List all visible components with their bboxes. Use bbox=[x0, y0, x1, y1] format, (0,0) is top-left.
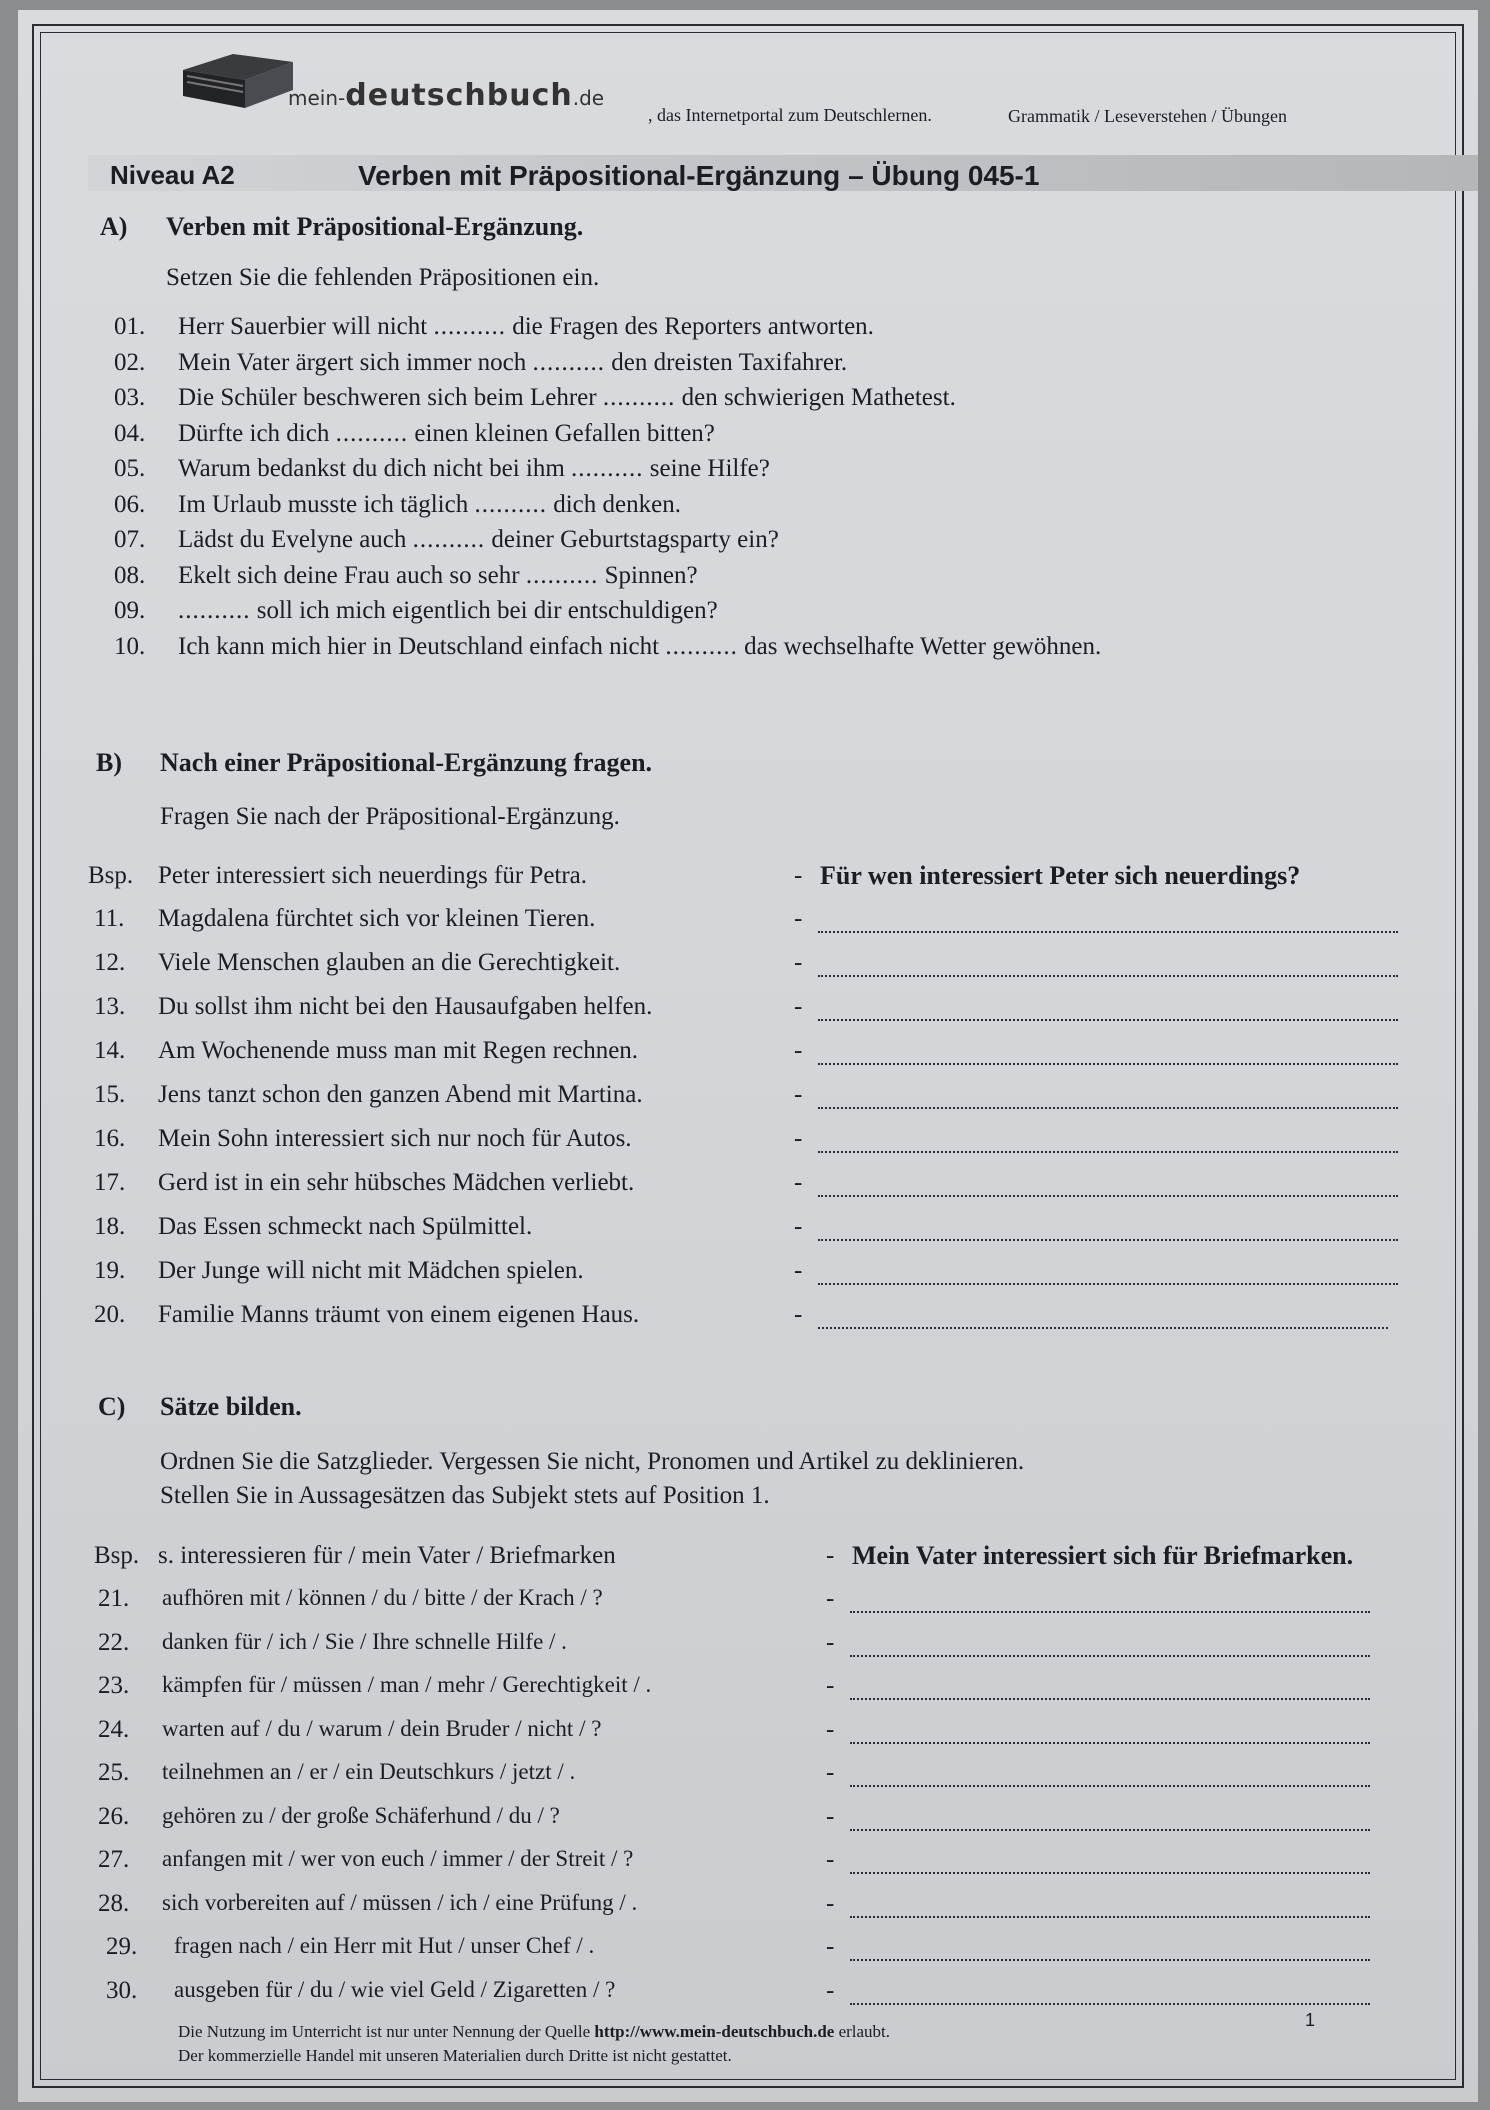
nav-uebungen: Übungen bbox=[1220, 106, 1287, 126]
item-number: 05. bbox=[114, 455, 146, 482]
answer-line[interactable] bbox=[818, 975, 1398, 977]
exercise-row bbox=[114, 491, 681, 519]
brand-name: deutschbuch bbox=[345, 78, 573, 113]
sentence-start: Im Urlaub musste ich täglich bbox=[178, 491, 469, 518]
answer-dash: - bbox=[794, 949, 803, 976]
item-sentence: Mein Sohn interessiert sich nur noch für Autos. bbox=[158, 1125, 632, 1152]
answer-line[interactable] bbox=[818, 1107, 1398, 1109]
item-number: 03. bbox=[114, 384, 146, 411]
item-sentence: Am Wochenende muss man mit Regen rechnen. bbox=[158, 1037, 639, 1064]
book-logo-icon bbox=[173, 50, 303, 114]
blank-field[interactable]: .......... bbox=[474, 491, 547, 518]
section-a-instruction: Setzen Sie die fehlenden Präpositionen ein. bbox=[166, 264, 600, 291]
item-number: 13. bbox=[94, 993, 126, 1020]
sentence-start: Mein Vater ärgert sich immer noch bbox=[178, 349, 527, 376]
sentence-start: Ekelt sich deine Frau auch so sehr bbox=[178, 562, 520, 589]
answer-line[interactable] bbox=[850, 1872, 1370, 1874]
answer-line[interactable] bbox=[818, 1327, 1388, 1329]
sentence-start: Die Schüler beschweren sich beim Lehrer bbox=[178, 384, 597, 411]
answer-line[interactable] bbox=[850, 1785, 1370, 1787]
sentence-end: dich denken. bbox=[553, 491, 681, 518]
section-c-instruction-1: Ordnen Sie die Satzglieder. Vergessen Sie nicht, Pronomen und Artikel zu deklinieren. bbox=[160, 1448, 1025, 1475]
blank-field[interactable]: .......... bbox=[412, 526, 486, 553]
item-parts: ausgeben für / du / wie viel Geld / Zigaretten / ? bbox=[174, 1977, 616, 2002]
answer-line[interactable] bbox=[850, 1742, 1370, 1744]
section-b-example-sentence: Peter interessiert sich neuerdings für Petra. bbox=[158, 862, 588, 889]
blank-field[interactable]: .......... bbox=[602, 384, 676, 411]
blank-field[interactable]: .......... bbox=[178, 597, 251, 624]
item-parts: danken für / ich / Sie / Ihre schnelle Hilfe / . bbox=[162, 1629, 567, 1654]
answer-dash: - bbox=[794, 1037, 803, 1064]
brand-suffix: .de bbox=[572, 86, 605, 110]
item-number: 28. bbox=[98, 1890, 130, 1917]
exercise-row bbox=[114, 597, 718, 625]
exercise-row bbox=[114, 633, 1101, 661]
section-b-heading: Nach einer Präpositional-Ergänzung fragen. bbox=[160, 748, 653, 777]
sentence-start: Ich kann mich hier in Deutschland einfach nicht bbox=[178, 633, 660, 660]
section-a-letter: A) bbox=[100, 212, 128, 241]
sentence-end: seine Hilfe? bbox=[649, 455, 770, 482]
answer-dash: - bbox=[794, 1257, 803, 1284]
footer-line-1 bbox=[178, 2022, 890, 2042]
item-sentence: Magdalena fürchtet sich vor kleinen Tieren. bbox=[158, 905, 596, 932]
exercise-row bbox=[114, 313, 874, 341]
footer-url: http://www.mein-deutschbuch.de bbox=[594, 2022, 835, 2041]
exercise-row bbox=[114, 349, 847, 377]
sentence-end: einen kleinen Gefallen bitten? bbox=[414, 420, 715, 447]
item-sentence: Viele Menschen glauben an die Gerechtigkeit. bbox=[158, 949, 621, 976]
sentence-end: den schwierigen Mathetest. bbox=[681, 384, 956, 411]
answer-dash: - bbox=[826, 1672, 835, 1699]
exercise-title: Verben mit Präpositional-Ergänzung – Übung 045-1 bbox=[358, 160, 1040, 191]
site-nav bbox=[1008, 106, 1287, 127]
answer-line[interactable] bbox=[818, 1019, 1398, 1021]
answer-line[interactable] bbox=[818, 1239, 1398, 1241]
item-number: 07. bbox=[114, 526, 146, 553]
item-number: 23. bbox=[98, 1672, 130, 1699]
item-number: 16. bbox=[94, 1125, 126, 1152]
answer-line[interactable] bbox=[850, 1829, 1370, 1831]
section-a-heading: Verben mit Präpositional-Ergänzung. bbox=[166, 212, 584, 241]
item-number: 27. bbox=[98, 1846, 130, 1873]
answer-dash: - bbox=[826, 1585, 835, 1612]
answer-dash: - bbox=[794, 905, 803, 932]
sentence-start: Dürfte ich dich bbox=[178, 420, 330, 447]
item-number: 06. bbox=[114, 491, 146, 518]
section-b-example-dash: - bbox=[794, 862, 803, 889]
item-number: 08. bbox=[114, 562, 146, 589]
answer-dash: - bbox=[826, 1977, 835, 2004]
item-number: 01. bbox=[114, 313, 146, 340]
answer-line[interactable] bbox=[818, 1151, 1398, 1153]
sentence-start: Lädst du Evelyne auch bbox=[178, 526, 407, 553]
page-number: 1 bbox=[1305, 2010, 1316, 2030]
level-label: Niveau A2 bbox=[110, 160, 235, 190]
item-number: 17. bbox=[94, 1169, 126, 1196]
item-number: 12. bbox=[94, 949, 126, 976]
site-tagline: , das Internetportal zum Deutschlernen. bbox=[648, 105, 932, 125]
exercise-row bbox=[114, 384, 956, 412]
answer-line[interactable] bbox=[850, 1916, 1370, 1918]
sentence-end: den dreisten Taxifahrer. bbox=[611, 349, 848, 376]
item-number: 09. bbox=[114, 597, 146, 624]
answer-dash: - bbox=[826, 1846, 835, 1873]
nav-grammatik: Grammatik bbox=[1008, 106, 1090, 126]
item-sentence: Du sollst ihm nicht bei den Hausaufgaben helfen. bbox=[158, 993, 653, 1020]
section-c-example-answer: Mein Vater interessiert sich für Briefmarken. bbox=[852, 1541, 1354, 1570]
section-c-example-num: Bsp. bbox=[94, 1542, 140, 1569]
answer-dash: - bbox=[826, 1890, 835, 1917]
nav-separator: / bbox=[1094, 106, 1100, 126]
footer-text-end: erlaubt. bbox=[834, 2022, 891, 2041]
answer-dash: - bbox=[826, 1716, 835, 1743]
answer-dash: - bbox=[826, 1933, 835, 1960]
item-parts: sich vorbereiten auf / müssen / ich / eine Prüfung / . bbox=[162, 1890, 638, 1915]
item-sentence: Familie Manns träumt von einem eigenen Haus. bbox=[158, 1301, 640, 1328]
answer-dash: - bbox=[794, 1213, 803, 1240]
nav-separator: / bbox=[1211, 106, 1217, 126]
item-parts: anfangen mit / wer von euch / immer / der Streit / ? bbox=[162, 1846, 634, 1871]
sentence-end: die Fragen des Reporters antworten. bbox=[512, 313, 874, 340]
sentence-end: soll ich mich eigentlich bei dir entschuldigen? bbox=[256, 597, 718, 624]
item-number: 29. bbox=[106, 1933, 138, 1960]
section-c-instruction-2: Stellen Sie in Aussagesätzen das Subjekt stets auf Position 1. bbox=[160, 1482, 770, 1509]
blank-field[interactable]: .......... bbox=[335, 420, 409, 447]
item-number: 21. bbox=[98, 1585, 130, 1612]
section-b-instruction: Fragen Sie nach der Präpositional-Ergänzung. bbox=[160, 803, 620, 830]
item-parts: gehören zu / der große Schäferhund / du / ? bbox=[162, 1803, 560, 1828]
item-parts: warten auf / du / warum / dein Bruder / nicht / ? bbox=[162, 1716, 602, 1741]
item-number: 24. bbox=[98, 1716, 130, 1743]
exercise-row bbox=[114, 455, 770, 483]
item-number: 20. bbox=[94, 1301, 126, 1328]
answer-dash: - bbox=[794, 1169, 803, 1196]
answer-dash: - bbox=[826, 1803, 835, 1830]
site-logo-text bbox=[288, 78, 604, 113]
item-number: 19. bbox=[94, 1257, 126, 1284]
exercise-row bbox=[114, 420, 715, 448]
item-parts: teilnehmen an / er / ein Deutschkurs / jetzt / . bbox=[162, 1759, 576, 1784]
item-number: 22. bbox=[98, 1629, 130, 1656]
item-number: 11. bbox=[94, 905, 125, 932]
item-number: 04. bbox=[114, 420, 146, 447]
answer-line[interactable] bbox=[850, 1959, 1370, 1961]
item-sentence: Gerd ist in ein sehr hübsches Mädchen verliebt. bbox=[158, 1169, 635, 1196]
answer-line[interactable] bbox=[818, 1283, 1398, 1285]
item-number: 02. bbox=[114, 349, 146, 376]
sentence-end: deiner Geburtstagsparty ein? bbox=[491, 526, 779, 553]
answer-dash: - bbox=[794, 1125, 803, 1152]
answer-dash: - bbox=[794, 993, 803, 1020]
answer-line[interactable] bbox=[818, 1195, 1398, 1197]
answer-dash: - bbox=[794, 1301, 803, 1328]
item-parts: aufhören mit / können / du / bitte / der Krach / ? bbox=[162, 1585, 603, 1610]
section-c-example-parts: s. interessieren für / mein Vater / Briefmarken bbox=[158, 1542, 616, 1569]
sentence-end: das wechselhafte Wetter gewöhnen. bbox=[744, 633, 1102, 660]
answer-line[interactable] bbox=[850, 1655, 1370, 1657]
footer-text-start: Die Nutzung im Unterricht ist nur unter Nennung der Quelle bbox=[178, 2022, 595, 2041]
item-number: 26. bbox=[98, 1803, 130, 1830]
nav-leseverstehen: Leseverstehen bbox=[1104, 106, 1207, 126]
section-b-example-answer: Für wen interessiert Peter sich neuerdings? bbox=[820, 861, 1301, 890]
exercise-row bbox=[114, 562, 698, 590]
item-number: 10. bbox=[114, 633, 146, 660]
sentence-start: Herr Sauerbier will nicht bbox=[178, 313, 428, 340]
item-number: 14. bbox=[94, 1037, 126, 1064]
blank-field[interactable]: .......... bbox=[571, 455, 644, 482]
answer-line[interactable] bbox=[818, 1063, 1398, 1065]
item-sentence: Das Essen schmeckt nach Spülmittel. bbox=[158, 1213, 533, 1240]
item-number: 18. bbox=[94, 1213, 126, 1240]
blank-field[interactable]: .......... bbox=[525, 562, 599, 589]
item-parts: fragen nach / ein Herr mit Hut / unser Chef / . bbox=[174, 1933, 595, 1958]
answer-line[interactable] bbox=[850, 1611, 1370, 1613]
blank-field[interactable]: .......... bbox=[665, 633, 738, 660]
answer-dash: - bbox=[826, 1759, 835, 1786]
exercise-row bbox=[114, 526, 779, 554]
brand-prefix: mein- bbox=[288, 86, 346, 110]
worksheet-page bbox=[18, 10, 1478, 2102]
item-sentence: Jens tanzt schon den ganzen Abend mit Martina. bbox=[158, 1081, 643, 1108]
section-c-letter: C) bbox=[98, 1392, 126, 1421]
blank-field[interactable]: .......... bbox=[532, 349, 606, 376]
sentence-end: Spinnen? bbox=[604, 562, 698, 589]
item-parts: kämpfen für / müssen / man / mehr / Gerechtigkeit / . bbox=[162, 1672, 652, 1697]
answer-dash: - bbox=[794, 1081, 803, 1108]
answer-line[interactable] bbox=[850, 1698, 1370, 1700]
answer-line[interactable] bbox=[818, 931, 1398, 933]
section-c-heading: Sätze bilden. bbox=[160, 1392, 302, 1421]
section-c-example-dash: - bbox=[826, 1542, 835, 1569]
sentence-start: Warum bedankst du dich nicht bei ihm bbox=[178, 455, 565, 482]
item-number: 30. bbox=[106, 1977, 138, 2004]
section-b-example-num: Bsp. bbox=[88, 862, 134, 889]
footer-line-2: Der kommerzielle Handel mit unseren Materialien durch Dritte ist nicht gestattet. bbox=[178, 2046, 732, 2065]
blank-field[interactable]: .......... bbox=[433, 313, 506, 340]
section-b-letter: B) bbox=[96, 748, 122, 777]
answer-dash: - bbox=[826, 1629, 835, 1656]
answer-line[interactable] bbox=[850, 2003, 1370, 2005]
item-sentence: Der Junge will nicht mit Mädchen spielen. bbox=[158, 1257, 584, 1284]
item-number: 15. bbox=[94, 1081, 126, 1108]
item-number: 25. bbox=[98, 1759, 130, 1786]
